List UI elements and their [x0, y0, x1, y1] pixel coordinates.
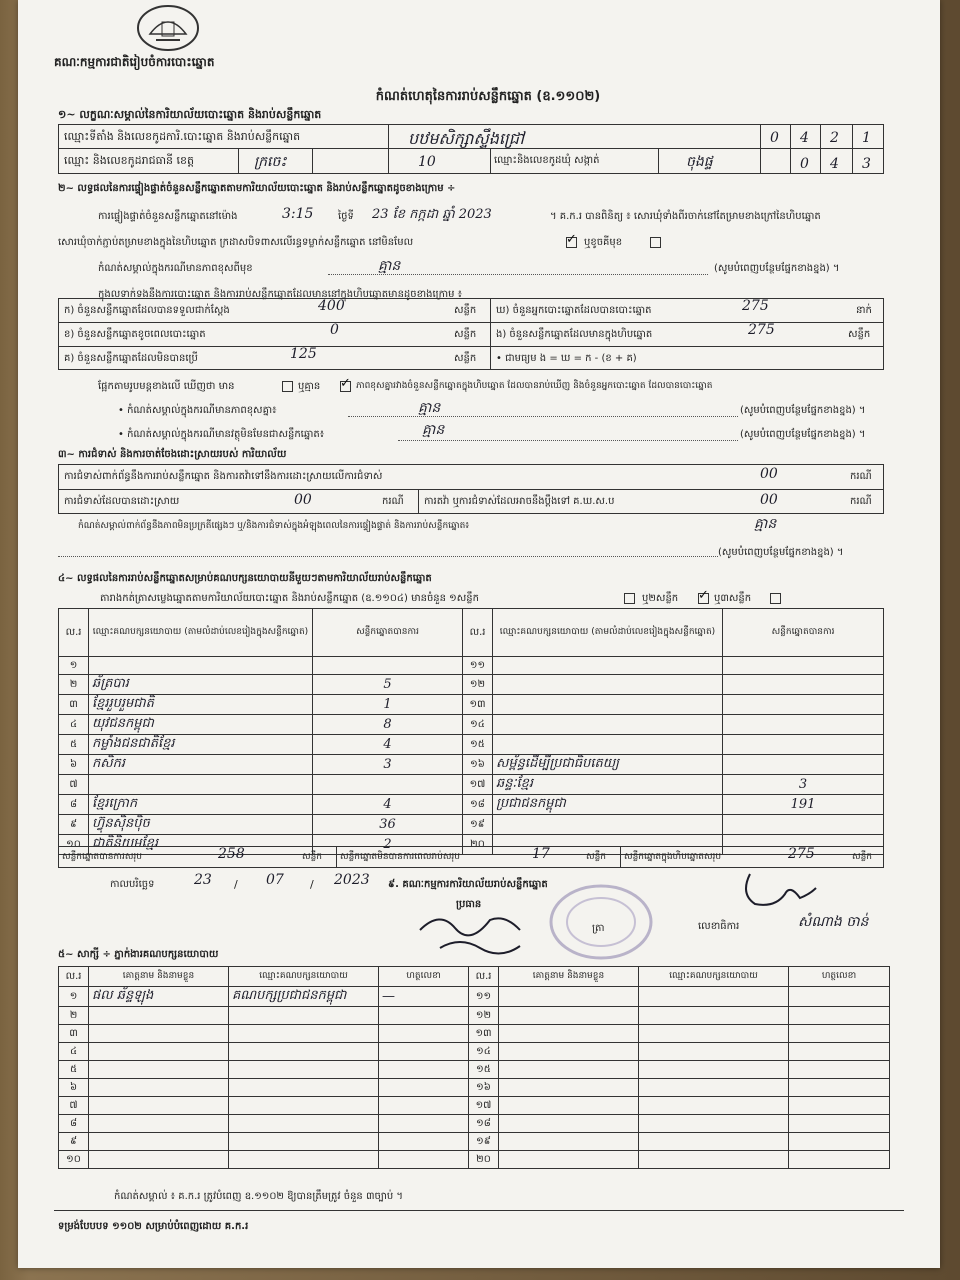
table-row: [59, 1079, 890, 1097]
party-votes: 5: [313, 675, 463, 695]
party-name: [493, 715, 723, 735]
table-row: [59, 1115, 890, 1133]
party-name: [493, 657, 723, 675]
party-name: ឆន្ទៈខ្មែរ: [493, 775, 723, 795]
table-row: [59, 735, 884, 755]
party-name: ជាតិនិយមខ្មែរ: [89, 835, 313, 855]
form-sheet: គណៈកម្មការជាតិរៀបចំការបោះឆ្នោត កំណត់ហេតុនៃការរាប់សន្លឹកឆ្នោត (ឧ.១១០២) ១~ លក្ខណៈសម្គាល់នៃការិយាល័យបោះឆ្នោត និងរាប់សន្លឹកឆ្នោត ឈ្មោះទីតាំង និងលេខកូដការិ.បោះឆ្នោត និងរាប់សន្លឹកឆ្នោត បឋមសិក្សាស្ទឹងជ្រៅ 0 4 2 1 ឈ្មោះ និងលេខកូដរាជធានី ខេត្ត ក្រចេះ 10 ឈ្មោះនិងលេខកូដឃុំ សង្កាត់ ចុងផ្ទ 0 4 3 ២~ លទ្ធផលនៃការផ្ទៀងផ្ទាត់ចំនួនសន្លឹកឆ្នោតតាមការិយាល័យបោះឆ្នោត និងរាប់សន្លឹកឆ្នោតដូចខាងក្រោម ÷ ការផ្ទៀងផ្ទាត់ចំនួនសន្លឹកឆ្នោតនៅម៉ោង 3:15 ថ្ងៃទី 23 ខែ កក្កដា ឆ្នាំ 2023 ។ គ.ក.រ បានពិនិត្យ ៖ សោរឃុំទាំងពីរចាក់នៅតែម្រាមខាងក្រៅនៃហិបឆ្នោត សោរឃុំចាក់ភ្ជាប់តម្រាមខាងក្នុងនៃហិបឆ្នោត ក្រដាសបិទពាសលើរន្ធទម្លាក់សន្លឹកឆ្នោត នៅមិនមែល ✓ ឬខូចគីមុខ កំណត់សម្គាល់ក្នុងករណីមានភាពខុសពីមុខ គ្មាន (សូមបំពេញបន្ថែមផ្នែកខាងខ្នង) ។ ក្នុងលទាក់ទងនឹងការបោះឆ្នោត និងការរាប់សន្លឹកឆ្នោតដែលមាននៅក្នុងហិបឆ្នោតមានដូចខាងក្រោម ៖ ក) ចំនួនសន្លឹកឆ្នោតដែលបានទទួលជាក់ស្តែង 400 សន្លឹក ខ) ចំនួនសន្លឹកឆ្នោតខូចពេលបោះឆ្នោត 0 សន្លឹក គ) ចំនួនសន្លឹកឆ្នោតដែលមិនបានប្រើ 125 សន្លឹក ឃ) ចំនួនអ្នកបោះឆ្នោតដែលបានបោះឆ្នោត 275 នាក់ ង) ចំនួនសន្លឹកឆ្នោតដែលមានក្នុងហិបឆ្នោត 275 សន្លឹក • ជាមធ្យម ង = ឃ = ក - (ខ + គ) ផ្អែកតាមរូបមន្តខាងលើ ឃើញថា មាន ឬគ្មាន ✓ ភាពខុសគ្នារវាងចំនួនសន្លឹកឆ្នោតក្នុងហិបឆ្នោត ដែលបានរាប់ឃើញ និងចំនួនអ្នកបោះឆ្នោត ដែលបានបោះឆ្នោត • កំណត់សម្គាល់ក្នុងករណីមានភាពខុសគ្នា៖ គ្មាន (សូមបំពេញបន្ថែមផ្នែកខាងខ្នង) ។ • កំណត់សម្គាល់ក្នុងករណីមានវត្ថុមិនមែនជាសន្លឹកឆ្នោត៖ គ្មាន (សូមបំពេញបន្ថែមផ្នែកខាងខ្នង) ។ ៣~ ការជំទាស់ និងការចាត់ចែងដោះស្រាយរបស់ ការិយាល័យ ការជំទាស់ពាក់ព័ន្ធនឹងការរាប់សន្លឹកឆ្នោត និងការតវ៉ាទៅនឹងការដោះស្រាយលើការជំទាស់ 00 ករណី ការជំទាស់ដែលបានដោះស្រាយ 00 ករណី ការតវ៉ា ឬការជំទាស់ដែលអាចនឹងប្តឹងទៅ គ.ឃ.ស.ប 00 ករណី កំណត់សម្គាល់ពាក់ព័ន្ធនឹងភាពមិនប្រក្រតីផ្សេងៗ ឬ/និងការជំទាស់ក្នុងអំឡុងពេលនៃការផ្ទៀងផ្ទាត់ និងការរាប់សន្លឹកឆ្នោត៖ គ្មាន (សូមបំពេញបន្ថែមផ្នែកខាងខ្នង) ។ ៤~ លទ្ធផលនៃការរាប់សន្លឹកឆ្នោតសម្រាប់គណបក្សនយោបាយនីមួយៗតាមការិយាល័យរាប់សន្លឹកឆ្នោត តារាងកត់ត្រាសម្លេងឆ្នោតតាមការិយាល័យបោះឆ្នោត និងរាប់សន្លឹកឆ្នោត (ឧ.១១០៤) មានចំនួន ១សន្លឹក ឬ២សន្លឹក ✓ ឬ៣សន្លឹក ល.រ ឈ្មោះគណបក្សនយោបាយ (តាមលំដាប់លេខរៀងក្នុងសន្លឹកឆ្នោត) សន្លឹកឆ្នោតបានការ ល.រ ឈ្មោះគណបក្សនយោបាយ (តាមលំដាប់លេខរៀងក្នុងសន្លឹកឆ្នោត) សន្លឹកឆ្នោតបានការ ១ ១១ ២ ឆ័ត្របារ 5 ១២ ៣ ខ្មែររួបរួមជាតិ 1 ១៣ ៤ យុវជនកម្ពុជា 8 ១៤ ៥ កម្លាំងជនជាតិខ្មែរ 4 ១៥ ៦ កសិករ 3 ១៦ សម្ព័ន្ធដើម្បីប្រជាធិបតេយ្យ ៧ ១៧ ឆន្ទៈខ្មែរ 3 ៨ ខ្មែរក្រោក 4 ១៨ ប្រជាជនកម្ពុជា 191 ៩ ហ៊្វុនស៊ិនប៉ិច 36 ១៩ ១០ ជាតិនិយមខ្មែរ 2 ២០ សន្លឹកឆ្នោតបានការសរុប 258 សន្លឹក សន្លឹកឆ្នោតមិនបានការពេលរាប់សរុប 17 សន្លឹក សន្លឹកឆ្នោតក្នុងហិបឆ្នោតសរុប 275 សន្លឹក កាលបរិច្ឆេទ 23 / 07 / 2023 ៩. គណៈកម្មការការិយាល័យរាប់សន្លឹកឆ្នោត ប្រធាន ត្រា លេខាធិការ សំណាង ចាន់ ៥~ សាក្សី ÷ ភ្នាក់ងារគណបក្សនយោបាយ ល.រ គោត្តនាម និងនាមខ្លួន ឈ្មោះគណបក្សនយោបាយ ហត្ថលេខា ល.រ គោត្តនាម និងនាមខ្លួន ឈ្មោះគណបក្សនយោបាយ ហត្ថលេខា ១ ផល ឆ័ន្ទឡុង គណបក្សប្រជាជនកម្ពុជា — ១១ ២ ១២ ៣ ១៣ ៤ ១៤ ៥ ១៥ ៦ ១៦ ៧ ១៧ ៨ ១៨ ៩ ១៩ ១០ ២០ កំណត់សម្គាល់ ៖ គ.ក.រ ត្រូវបំពេញ ឧ.១១០២ ឱ្យបានត្រឹមត្រូវ ចំនួន ៣ច្បាប់ ។ ទម្រង់បែបបទ ១១០២ សម្រាប់បំពេញដោយ គ.ក.រ: [18, 0, 940, 1268]
row-no: ១: [59, 657, 89, 675]
table-row: [59, 775, 884, 795]
diff-desc: ភាពខុសគ្នារវាងចំនួនសន្លឹកឆ្នោតក្នុងហិបឆ្នោត ដែលបានរាប់ឃើញ និងចំនួនអ្នកបោះឆ្នោត ដែលបានបោះឆ្នោត: [356, 381, 713, 391]
broken-label: ឬខូចគីមុខ: [584, 237, 623, 248]
received-unit: សន្លឹក: [454, 305, 477, 316]
row-no: ២០: [463, 835, 493, 855]
row-no: ៨: [59, 1115, 89, 1133]
row-no: ១៩: [463, 815, 493, 835]
voters-value: 275: [742, 298, 769, 314]
resolved-label: ការជំទាស់ដែលបានដោះស្រាយ: [64, 496, 180, 507]
party-name: ប្រជាជនកម្ពុជា: [493, 795, 723, 815]
row-no: ៧: [59, 1097, 89, 1115]
party-votes: 36: [313, 815, 463, 835]
verify-time-label: ការផ្ទៀងផ្ទាត់ចំនួនសន្លឹកឆ្នោតនៅម៉ោង: [98, 211, 238, 222]
w-col-name: គោត្តនាម និងនាមខ្លួន: [89, 967, 229, 987]
row-no: ៤: [59, 715, 89, 735]
row-no: ១២: [463, 675, 493, 695]
table-row: [59, 1061, 890, 1079]
party-name: [89, 775, 313, 795]
verify-line-1: ។ គ.ក.រ បានពិនិត្យ ៖ សោរឃុំទាំងពីរចាក់នៅតែម្រាមខាងក្រៅនៃហិបឆ្នោត: [550, 211, 821, 222]
objection-unit: ករណី: [850, 471, 872, 482]
form-footer: ទម្រង់បែបបទ ១១០២ សម្រាប់បំពេញដោយ គ.ក.រ: [58, 1221, 249, 1232]
appeal-value: 00: [760, 492, 778, 508]
row-no: ៤: [59, 1043, 89, 1061]
diff-note-label: កំណត់សម្គាល់ក្នុងករណីមានភាពខុសពីមុខ: [98, 263, 253, 274]
org-name: គណៈកម្មការជាតិរៀបចំការបោះឆ្នោត: [54, 55, 215, 69]
party-votes: [723, 695, 884, 715]
section-5-title: ៥~ សាក្សី ÷ ភ្នាក់ងារគណបក្សនយោបាយ: [58, 949, 219, 960]
tally-sheet-label: តារាងកត់ត្រាសម្លេងឆ្នោតតាមការិយាល័យបោះឆ្នោត និងរាប់សន្លឹកឆ្នោត (ឧ.១១០៤) មានចំនួន ១សន្លឹក: [100, 593, 479, 604]
row-no: ២: [59, 675, 89, 695]
commune-code-digit-3: 3: [862, 156, 871, 172]
row-no: ៣: [59, 695, 89, 715]
resolved-unit: ករណី: [382, 496, 404, 507]
box-total-label: សន្លឹកឆ្នោតក្នុងហិបឆ្នោតសរុប: [624, 852, 722, 862]
party-name: [493, 815, 723, 835]
row-no: ១៨: [469, 1115, 499, 1133]
in-box-label: ង) ចំនួនសន្លឹកឆ្នោតដែលមានក្នុងហិបឆ្នោត: [496, 329, 653, 340]
verify-line-2: សោរឃុំចាក់ភ្ជាប់តម្រាមខាងក្នុងនៃហិបឆ្នោត ក្រដាសបិទពាសលើរន្ធទម្លាក់សន្លឹកឆ្នោត នៅមិនមែល: [58, 237, 414, 248]
row-no: ១២: [469, 1007, 499, 1025]
two-sheet-label: ឬ២សន្លឹក: [642, 593, 679, 604]
stamp-label: ត្រា: [592, 923, 605, 934]
row-no: ១៥: [463, 735, 493, 755]
table-row: [59, 755, 884, 775]
province-label: ឈ្មោះ និងលេខកូដរាជធានី ខេត្ត: [64, 154, 194, 167]
row-no: ១៤: [469, 1043, 499, 1061]
no-diff-label: ឬគ្មាន: [298, 381, 321, 392]
appeal-unit: ករណី: [850, 496, 872, 507]
row-no: ១៧: [469, 1097, 499, 1115]
party-votes: 191: [723, 795, 884, 815]
committee-label: ៩. គណៈកម្មការការិយាល័យរាប់សន្លឹកឆ្នោត: [388, 879, 548, 890]
president-signature: [410, 900, 550, 960]
row-no: ១១: [469, 987, 499, 1007]
party-votes: [313, 775, 463, 795]
irregularity-value: គ្មាន: [754, 516, 777, 532]
party-votes: [723, 657, 884, 675]
witness-party: គណបក្សប្រជាជនកម្ពុជា: [229, 987, 379, 1007]
diff-note-2-value: គ្មាន: [418, 400, 441, 416]
table-row: [59, 657, 884, 675]
row-no: ៥: [59, 1061, 89, 1079]
party-votes: 1: [313, 695, 463, 715]
foreign-object-value: គ្មាន: [422, 422, 445, 438]
date-day: 23: [194, 872, 212, 888]
col-votes-header-2: សន្លឹកឆ្នោតបានការ: [723, 609, 884, 657]
row-no: ១: [59, 987, 89, 1007]
col-party-header-2: ឈ្មោះគណបក្សនយោបាយ (តាមលំដាប់លេខរៀងក្នុងសន្លឹកឆ្នោត): [493, 609, 723, 657]
w-col-no-2: ល.រ: [469, 967, 499, 987]
commune-code-digit-2: 4: [830, 156, 839, 172]
party-name: [493, 735, 723, 755]
station-code-digit-4: 1: [862, 130, 871, 146]
row-no: ១៧: [463, 775, 493, 795]
party-name: កសិករ: [89, 755, 313, 775]
witness-signature: —: [379, 987, 469, 1007]
row-no: ១០: [59, 1151, 89, 1169]
province-name: ក្រចេះ: [254, 154, 287, 170]
commune-label: ឈ្មោះនិងលេខកូដឃុំ សង្កាត់: [494, 155, 600, 166]
table-row: [59, 1097, 890, 1115]
party-name: យុវជនកម្ពុជា: [89, 715, 313, 735]
row-no: ២: [59, 1007, 89, 1025]
appeal-label: ការតវ៉ា ឬការជំទាស់ដែលអាចនឹងប្តឹងទៅ គ.ឃ.ស.ប: [424, 496, 615, 507]
spoiled-label: ខ) ចំនួនសន្លឹកឆ្នោតខូចពេលបោះឆ្នោត: [64, 329, 206, 340]
commune-code-digit-1: 0: [800, 156, 809, 172]
invalid-total-label: សន្លឹកឆ្នោតមិនបានការពេលរាប់សរុប: [340, 852, 460, 862]
party-votes: [723, 715, 884, 735]
valid-total-label: សន្លឹកឆ្នោតបានការសរុប: [62, 852, 142, 862]
fill-note-2: (សូមបំពេញបន្ថែមផ្នែកខាងខ្នង) ។: [740, 405, 866, 416]
col-no-header-2: ល.រ: [463, 609, 493, 657]
table-row: [59, 1007, 890, 1025]
received-value: 400: [318, 298, 345, 314]
row-no: ១១: [463, 657, 493, 675]
row-no: ៧: [59, 775, 89, 795]
witness-name: ផល ឆ័ន្ទឡុង: [89, 987, 229, 1007]
verify-day-label: ថ្ងៃទី: [338, 211, 354, 222]
verify-date: 23 ខែ កក្កដា ឆ្នាំ 2023: [372, 207, 492, 222]
party-name: [493, 675, 723, 695]
fill-note-4: (សូមបំពេញបន្ថែមផ្នែកខាងខ្នង) ។: [718, 547, 844, 558]
valid-total-unit: សន្លឹក: [302, 852, 322, 862]
section-3-title: ៣~ ការជំទាស់ និងការចាត់ចែងដោះស្រាយរបស់ ការិយាល័យ: [58, 449, 287, 460]
row-no: ១៥: [469, 1061, 499, 1079]
irregularity-label: កំណត់សម្គាល់ពាក់ព័ន្ធនឹងភាពមិនប្រក្រតីផ្សេងៗ ឬ/និងការជំទាស់ក្នុងអំឡុងពេលនៃការផ្ទៀងផ្ទាត់ និងការរាប់សន្លឹកឆ្នោត៖: [78, 521, 470, 531]
party-votes: [723, 815, 884, 835]
w-col-party-2: ឈ្មោះគណបក្សនយោបាយ: [639, 967, 789, 987]
table-row: [59, 675, 884, 695]
witness-footnote: កំណត់សម្គាល់ ៖ គ.ក.រ ត្រូវបំពេញ ឧ.១១០២ ឱ្យបានត្រឹមត្រូវ ចំនួន ៣ច្បាប់ ។: [114, 1191, 403, 1202]
row-no: ១៦: [469, 1079, 499, 1097]
in-box-unit: សន្លឹក: [848, 329, 871, 340]
province-code: 10: [418, 154, 436, 170]
broken-checkbox[interactable]: [650, 237, 661, 248]
row-no: ៩: [59, 1133, 89, 1151]
check-mark-icon: ✓: [698, 588, 709, 603]
unused-value: 125: [290, 346, 317, 362]
row-no: ១៤: [463, 715, 493, 735]
party-votes: 4: [313, 795, 463, 815]
party-votes: 2: [313, 835, 463, 855]
party-name: សម្ព័ន្ធដើម្បីប្រជាធិបតេយ្យ: [493, 755, 723, 775]
objection-label: ការជំទាស់ពាក់ព័ន្ធនឹងការរាប់សន្លឹកឆ្នោត និងការតវ៉ាទៅនឹងការដោះស្រាយលើការជំទាស់: [64, 471, 383, 482]
row-no: ១០: [59, 835, 89, 855]
received-label: ក) ចំនួនសន្លឹកឆ្នោតដែលបានទទួលជាក់ស្តែង: [64, 305, 230, 316]
party-votes: 4: [313, 735, 463, 755]
row-no: ៦: [59, 1079, 89, 1097]
party-votes: [723, 735, 884, 755]
formula: • ជាមធ្យម ង = ឃ = ក - (ខ + គ): [496, 353, 637, 364]
verify-time: 3:15: [282, 206, 314, 222]
box-total-unit: សន្លឹក: [852, 852, 872, 862]
date-year: 2023: [334, 872, 370, 888]
check-mark-icon: ✓: [340, 376, 351, 391]
party-name: ខ្មែរក្រោក: [89, 795, 313, 815]
w-col-sign: ហត្ថលេខា: [379, 967, 469, 987]
invalid-total-value: 17: [532, 846, 550, 862]
party-votes: 8: [313, 715, 463, 735]
table-row: [59, 1025, 890, 1043]
w-col-party: ឈ្មោះគណបក្សនយោបាយ: [229, 967, 379, 987]
party-votes: [723, 755, 884, 775]
row-no: ១៩: [469, 1133, 499, 1151]
col-party-header: ឈ្មោះគណបក្សនយោបាយ (តាមលំដាប់លេខរៀងក្នុងសន្លឹកឆ្នោត): [89, 609, 313, 657]
objection-value: 00: [760, 466, 778, 482]
col-votes-header: សន្លឹកឆ្នោតបានការ: [313, 609, 463, 657]
table-row: [59, 1151, 890, 1169]
row-no: ១៣: [469, 1025, 499, 1043]
table-row: [59, 1043, 890, 1061]
row-no: ៨: [59, 795, 89, 815]
table-row: [59, 815, 884, 835]
w-col-no: ល.រ: [59, 967, 89, 987]
station-code-digit-2: 4: [800, 130, 809, 146]
w-col-name-2: គោត្តនាម និងនាមខ្លួន: [499, 967, 639, 987]
polling-station-name: បឋមសិក្សាស្ទឹងជ្រៅ: [408, 129, 524, 148]
table-row: [59, 715, 884, 735]
col-no-header: ល.រ: [59, 609, 89, 657]
fill-note-3: (សូមបំពេញបន្ថែមផ្នែកខាងខ្នង) ។: [740, 429, 866, 440]
party-name: ឆ័ត្របារ: [89, 675, 313, 695]
row-no: ១៨: [463, 795, 493, 815]
party-votes: 3: [313, 755, 463, 775]
secretary-name: សំណាង ចាន់: [798, 914, 869, 930]
row-no: ១៣: [463, 695, 493, 715]
section-2-title: ២~ លទ្ធផលនៃការផ្ទៀងផ្ទាត់ចំនួនសន្លឹកឆ្នោតតាមការិយាល័យបោះឆ្នោត និងរាប់សន្លឹកឆ្នោតដូចខាងក្រោម ÷: [58, 183, 456, 194]
invalid-total-unit: សន្លឹក: [586, 852, 606, 862]
fill-note-1: (សូមបំពេញបន្ថែមផ្នែកខាងខ្នង) ។: [714, 263, 840, 274]
form-title: កំណត់ហេតុនៃការរាប់សន្លឹកឆ្នោត (ឧ.១១០២): [375, 89, 601, 104]
party-name: ហ៊្វុនស៊ិនប៉ិច: [89, 815, 313, 835]
valid-total-value: 258: [218, 846, 245, 862]
party-votes: [723, 675, 884, 695]
diff-question: ផ្អែកតាមរូបមន្តខាងលើ ឃើញថា មាន: [98, 381, 235, 392]
diff-note-value: គ្មាន: [378, 258, 401, 274]
station-code-digit-1: 0: [770, 130, 779, 146]
section-1-title: ១~ លក្ខណៈសម្គាល់នៃការិយាល័យបោះឆ្នោត និងរាប់សន្លឹកឆ្នោត: [58, 108, 322, 121]
one-sheet-checkbox[interactable]: [624, 593, 635, 604]
party-name: [89, 657, 313, 675]
row-no: ១៦: [463, 755, 493, 775]
spoiled-unit: សន្លឹក: [454, 329, 477, 340]
table-row: [59, 987, 890, 1007]
section-4-title: ៤~ លទ្ធផលនៃការរាប់សន្លឹកឆ្នោតសម្រាប់គណបក្សនយោបាយនីមួយៗតាមការិយាល័យរាប់សន្លឹកឆ្នោត: [58, 573, 432, 584]
party-name: កម្លាំងជនជាតិខ្មែរ: [89, 735, 313, 755]
national-emblem: [136, 4, 200, 52]
w-col-sign-2: ហត្ថលេខា: [789, 967, 890, 987]
row-no: ៥: [59, 735, 89, 755]
row-no: ២០: [469, 1151, 499, 1169]
row-no: ៣: [59, 1025, 89, 1043]
resolved-value: 00: [294, 492, 312, 508]
party-name: ខ្មែររួបរួមជាតិ: [89, 695, 313, 715]
box-total-value: 275: [788, 846, 815, 862]
witness-table: [58, 966, 890, 1169]
spoiled-value: 0: [330, 322, 339, 338]
party-votes: 3: [723, 775, 884, 795]
table-row: [59, 795, 884, 815]
three-sheet-checkbox[interactable]: [770, 593, 781, 604]
has-diff-checkbox[interactable]: [282, 381, 293, 392]
commune-name: ចុងផ្ទ: [686, 154, 713, 170]
polling-station-label: ឈ្មោះទីតាំង និងលេខកូដការិ.បោះឆ្នោត និងរាប់សន្លឹកឆ្នោត: [64, 130, 301, 143]
party-name: [493, 695, 723, 715]
table-row: [59, 1133, 890, 1151]
unused-label: គ) ចំនួនសន្លឹកឆ្នោតដែលមិនបានប្រើ: [64, 353, 198, 364]
diff-note-2-label: • កំណត់សម្គាល់ក្នុងករណីមានភាពខុសគ្នា៖: [118, 405, 277, 416]
in-box-value: 275: [748, 322, 775, 338]
voters-unit: នាក់: [856, 305, 872, 316]
unused-unit: សន្លឹក: [454, 353, 477, 364]
ballot-intro: ក្នុងលទាក់ទងនឹងការបោះឆ្នោត និងការរាប់សន្លឹកឆ្នោតដែលមាននៅក្នុងហិបឆ្នោតមានដូចខាងក្រោម ៖: [98, 289, 463, 300]
results-table: [58, 608, 884, 855]
row-no: ៩: [59, 815, 89, 835]
date-label: កាលបរិច្ឆេទ: [110, 879, 155, 890]
table-row: [59, 695, 884, 715]
foreign-object-label: • កំណត់សម្គាល់ក្នុងករណីមានវត្ថុមិនមែនជាសន្លឹកឆ្នោត៖: [118, 429, 325, 440]
row-no: ៦: [59, 755, 89, 775]
secretary-label: លេខាធិការ: [698, 921, 740, 932]
check-mark-icon: ✓: [566, 232, 577, 247]
voters-label: ឃ) ចំនួនអ្នកបោះឆ្នោតដែលបានបោះឆ្នោត: [496, 305, 652, 316]
party-votes: [313, 657, 463, 675]
three-sheet-label: ឬ៣សន្លឹក: [714, 593, 752, 604]
station-code-digit-3: 2: [830, 130, 839, 146]
president-label: ប្រធាន: [456, 899, 482, 910]
date-month: 07: [266, 872, 284, 888]
secretary-signature: [730, 864, 820, 910]
